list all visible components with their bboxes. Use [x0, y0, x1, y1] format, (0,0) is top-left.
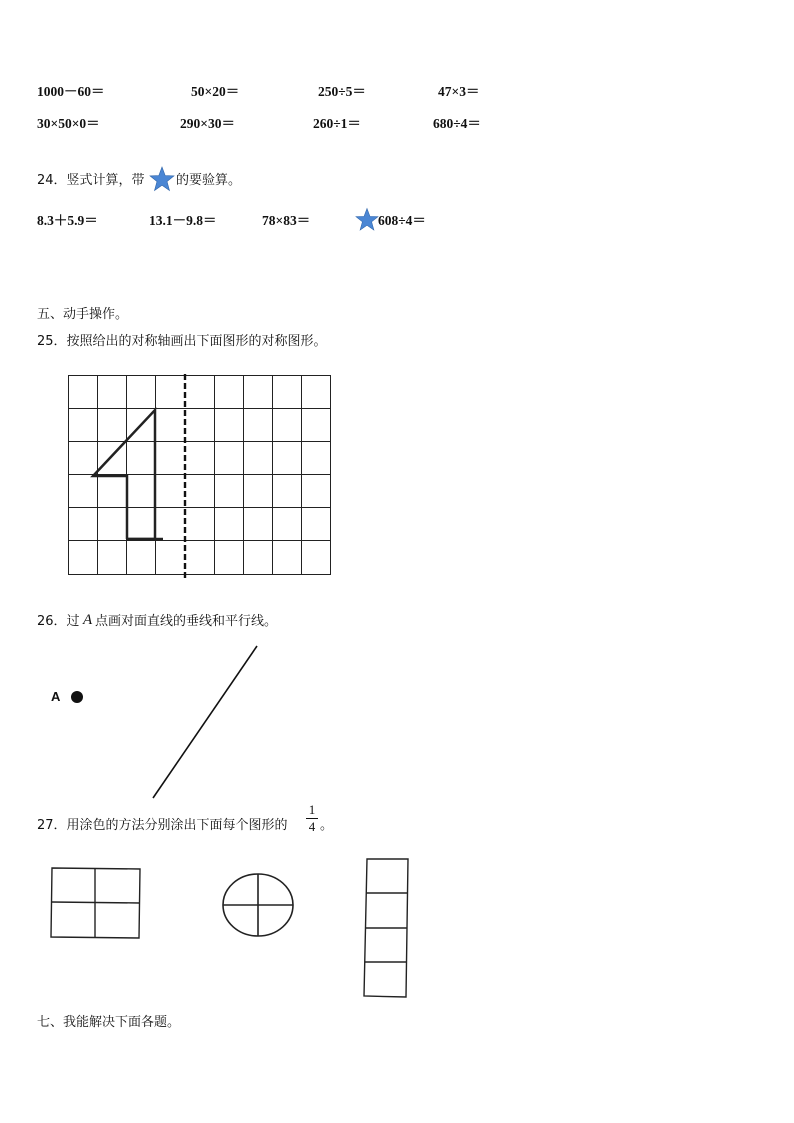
point-a — [70, 690, 84, 704]
q26-var-a: A — [83, 612, 93, 628]
equation-30x50x0: 30×50×0＝ — [37, 116, 100, 131]
given-line — [150, 645, 260, 801]
rectangle-quartered — [49, 866, 143, 941]
fraction-denominator: 4 — [308, 819, 316, 834]
star-icon — [355, 207, 379, 232]
equation-250-div-5: 250÷5＝ — [318, 84, 366, 99]
q24-prefix: 24．竖式计算，带 — [37, 173, 145, 188]
equation-50-times-20: 50×20＝ — [191, 84, 240, 99]
q24-item-2: 13.1－9.8＝ — [149, 213, 217, 228]
q27-prefix: 27．用涂色的方法分别涂出下面每个图形的 — [37, 818, 288, 833]
q27-suffix: 。 — [320, 818, 334, 833]
equation-260-div-1: 260÷1＝ — [313, 116, 361, 131]
q26-prefix: 26．过 — [37, 614, 80, 629]
section-5-heading: 五、动手操作。 — [37, 307, 129, 322]
rectangle-vertical-quartered — [361, 857, 411, 1000]
star-icon — [149, 166, 175, 192]
q24-item-1: 8.3＋5.9＝ — [37, 213, 98, 228]
equation-47-times-3: 47×3＝ — [438, 84, 480, 99]
fraction-one-quarter — [306, 803, 318, 834]
q24-suffix: 的要验算。 — [176, 173, 242, 188]
section-7-heading: 七、我能解决下面各题。 — [37, 1015, 181, 1030]
q24-item-3: 78×83＝ — [262, 213, 311, 228]
symmetry-grid — [66, 374, 334, 582]
equation-290x30: 290×30＝ — [180, 116, 235, 131]
q25-text: 25．按照给出的对称轴画出下面图形的对称图形。 — [37, 334, 327, 349]
q24-item-4: 608÷4＝ — [378, 213, 426, 228]
equation-1000-minus-60: 1000－60＝ — [37, 84, 105, 99]
fraction-numerator: 1 — [308, 802, 316, 817]
q26-suffix: 点画对面直线的垂线和平行线。 — [95, 614, 278, 629]
point-a-label: A — [51, 689, 61, 704]
equation-680-div-4: 680÷4＝ — [433, 116, 481, 131]
circle-quartered — [220, 872, 296, 939]
